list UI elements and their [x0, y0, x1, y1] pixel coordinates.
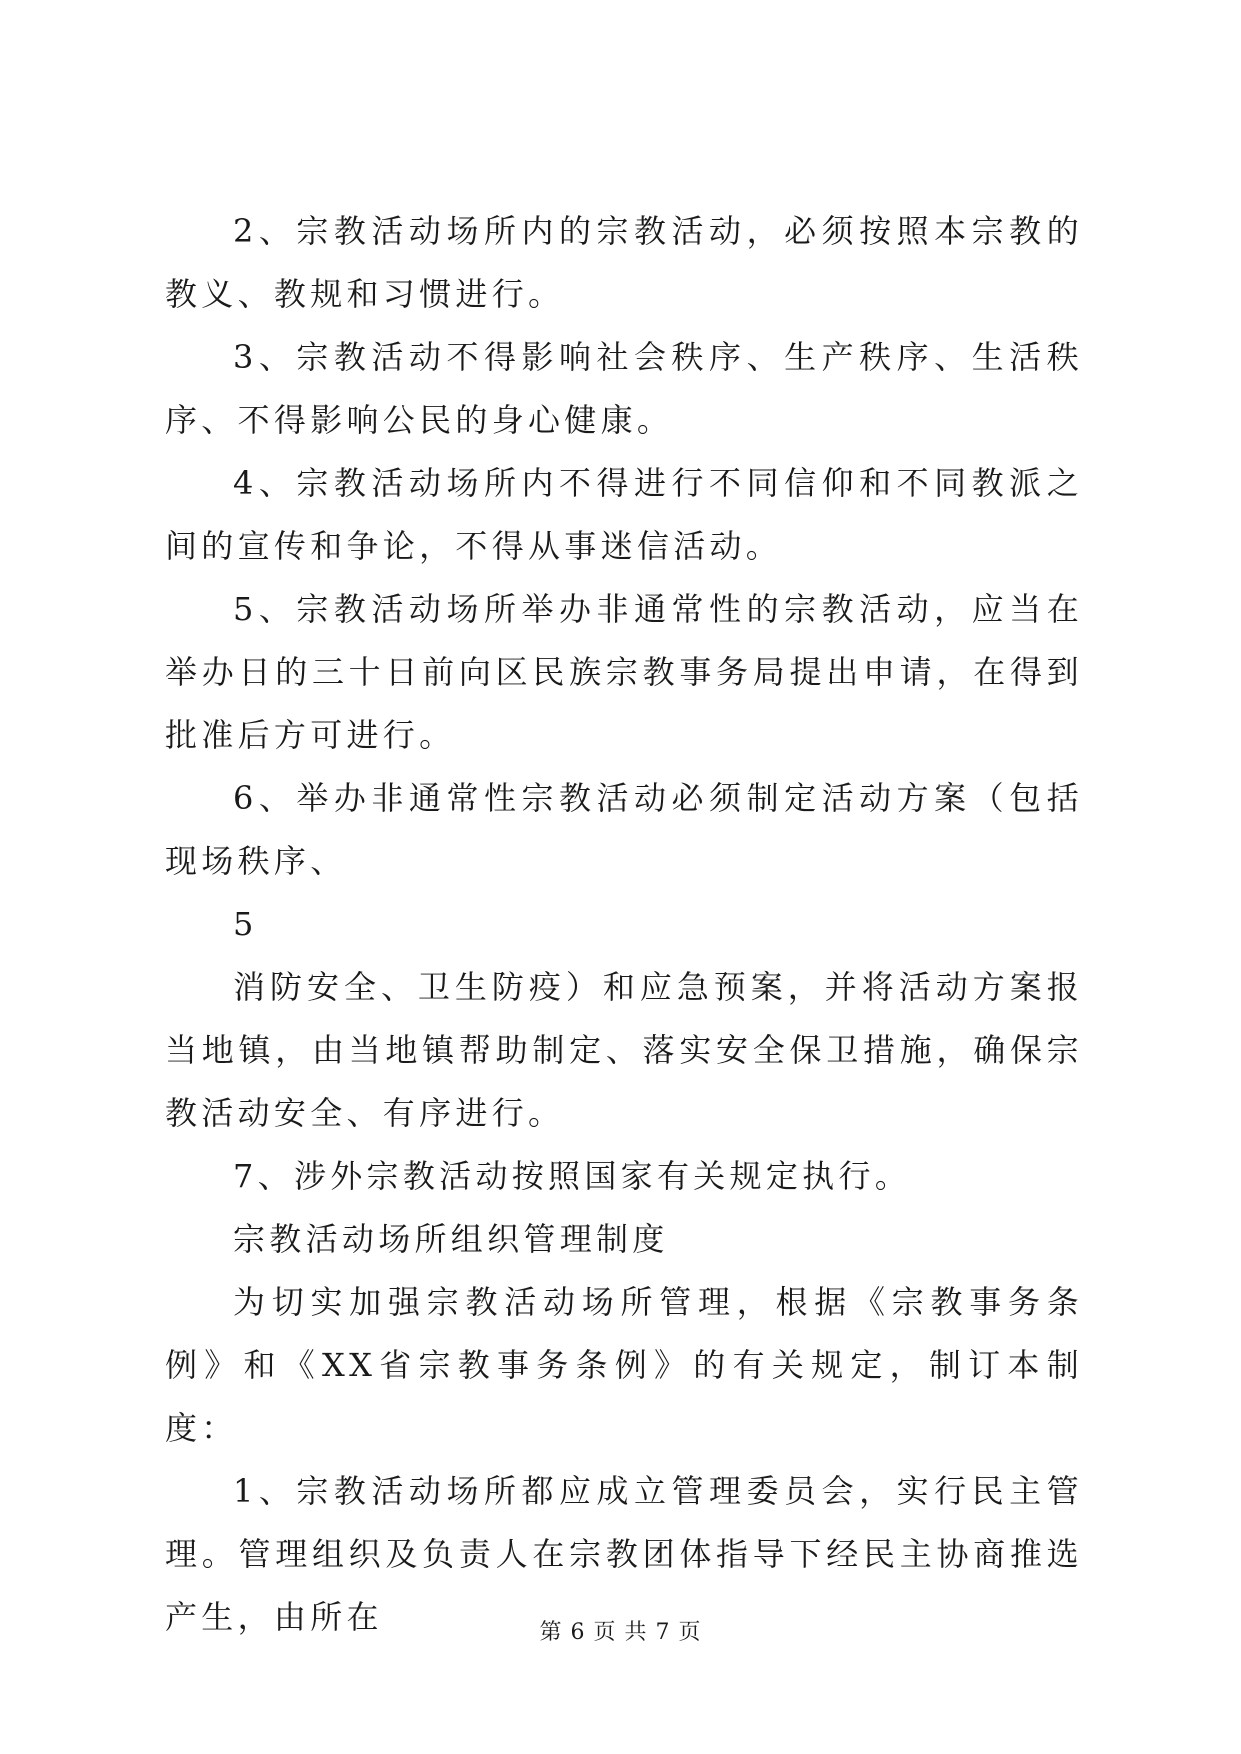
- paragraph-item-6: 6、举办非通常性宗教活动必须制定活动方案（包括现场秩序、: [165, 779, 1083, 880]
- paragraph-item-2: 2、宗教活动场所内的宗教活动，必须按照本宗教的教义、教规和习惯进行。: [165, 212, 1083, 313]
- paragraph-rule-1: 1、宗教活动场所都应成立管理委员会，实行民主管理。管理组织及负责人在宗教团体指导下经民主协商推选产生，由所在: [165, 1472, 1083, 1636]
- section-heading: 宗教活动场所组织管理制度: [233, 1220, 669, 1258]
- stray-number: 5: [233, 905, 258, 943]
- page-number-footer: 第 6 页 共 7 页: [539, 1620, 702, 1645]
- paragraph-item-7: 7、涉外宗教活动按照国家有关规定执行。: [233, 1157, 912, 1195]
- paragraph-item-3: 3、宗教活动不得影响社会秩序、生产秩序、生活秩序、不得影响公民的身心健康。: [165, 338, 1083, 439]
- paragraph-item-6-continued: 消防安全、卫生防疫）和应急预案，并将活动方案报当地镇，由当地镇帮助制定、落实安全保卫措施，确保宗教活动安全、有序进行。: [165, 968, 1083, 1132]
- paragraph-item-4: 4、宗教活动场所内不得进行不同信仰和不同教派之间的宣传和争论，不得从事迷信活动。: [165, 464, 1083, 565]
- document-body: [165, 200, 1083, 1649]
- section-intro: 为切实加强宗教活动场所管理，根据《宗教事务条例》和《XX省宗教事务条例》的有关规定，制订本制度：: [165, 1283, 1083, 1447]
- paragraph-item-5: 5、宗教活动场所举办非通常性的宗教活动，应当在举办日的三十日前向区民族宗教事务局提出申请，在得到批准后方可进行。: [165, 590, 1083, 754]
